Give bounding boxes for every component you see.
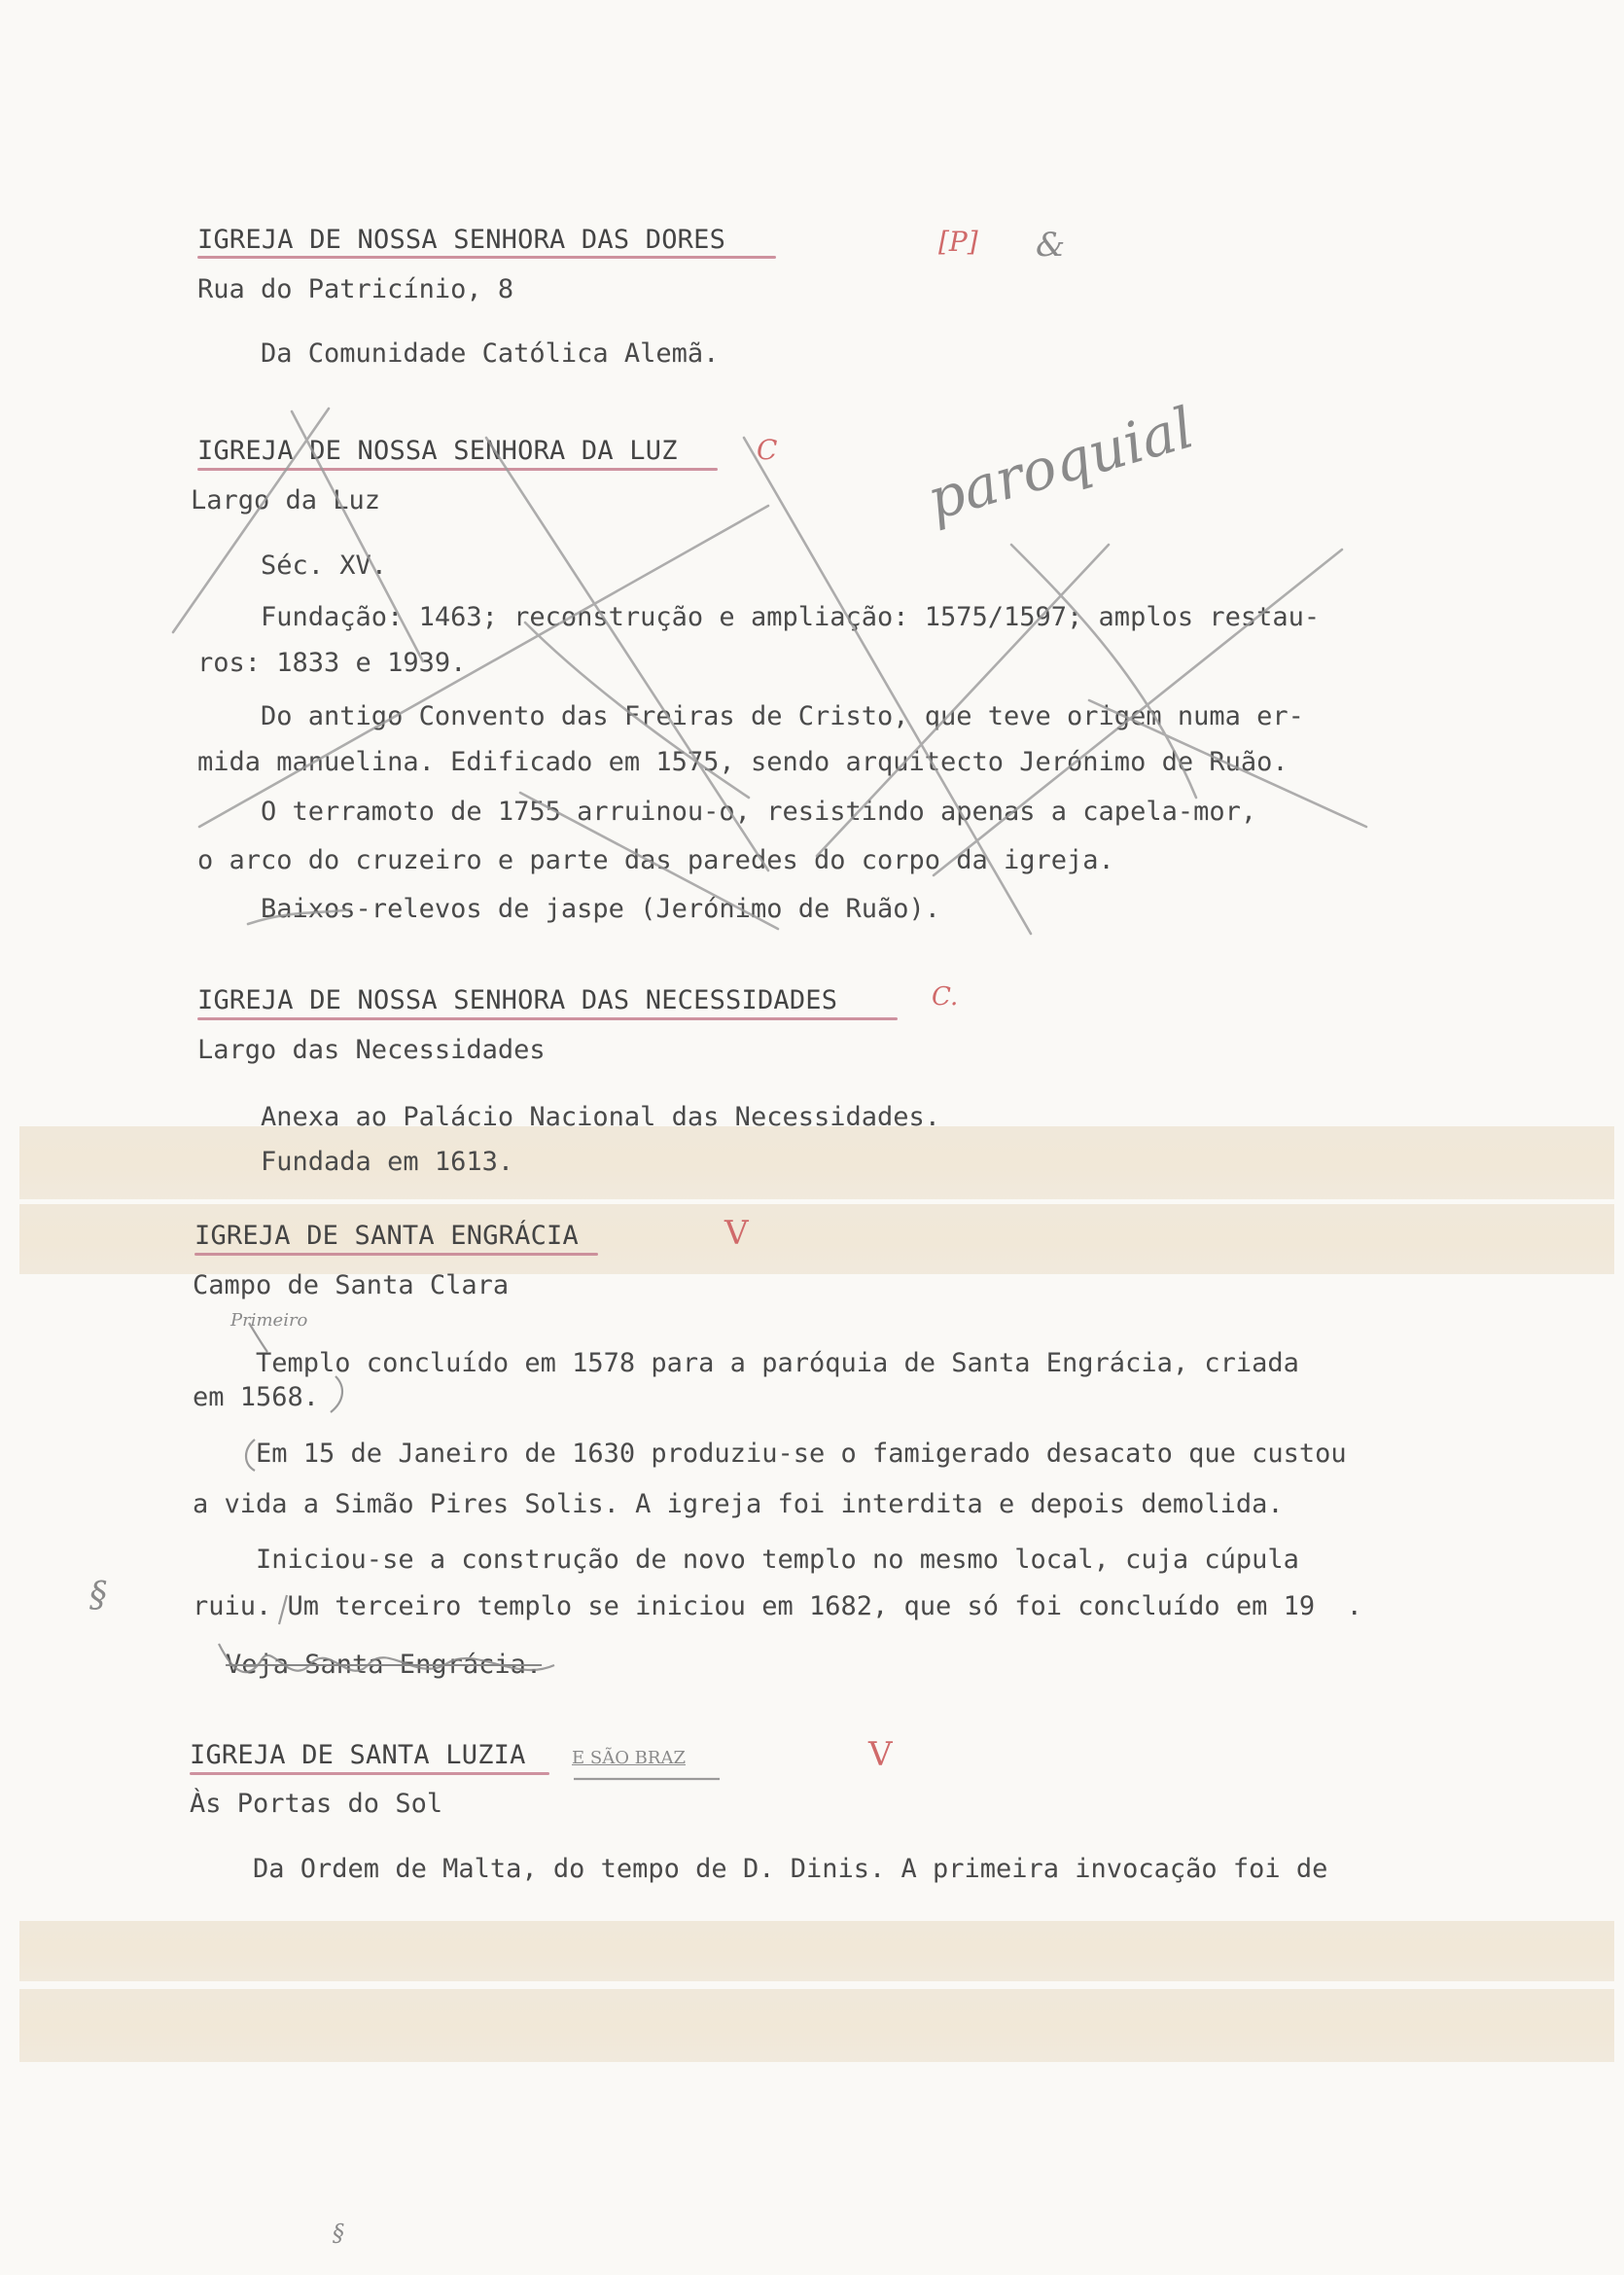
entry-title: IGREJA DE SANTA ENGRÁCIA	[194, 1221, 579, 1251]
entry-paragraph: em 1568.	[193, 1382, 320, 1412]
entry-title: IGREJA DE SANTA LUZIA	[190, 1740, 526, 1770]
entry-paragraph: mida manuelina. Edificado em 1575, sendo arquitecto Jerónimo de Ruão.	[197, 747, 1289, 777]
entry-address: Às Portas do Sol	[190, 1789, 443, 1819]
entry-paragraph: Fundada em 1613.	[197, 1147, 514, 1177]
entry-paragraph: Iniciou-se a construção de novo templo no mesmo local, cuja cúpula	[193, 1545, 1299, 1575]
entry-address: Rua do Patricínio, 8	[197, 274, 514, 304]
margin-mark: §	[89, 1576, 107, 1616]
entry-paragraph: Da Comunidade Católica Alemã.	[197, 338, 720, 369]
margin-mark: V	[724, 1214, 749, 1253]
entry-paragraph: Em 15 de Janeiro de 1630 produziu-se o famigerado desacato que custou	[193, 1439, 1347, 1469]
margin-mark: C.	[932, 982, 959, 1012]
title-underline	[197, 1017, 898, 1020]
title-underline	[194, 1253, 598, 1256]
entry-paragraph: Templo concluído em 1578 para a paróquia de Santa Engrácia, criada	[193, 1348, 1299, 1378]
margin-mark: [P]	[938, 226, 978, 258]
entry-paragraph: o arco do cruzeiro e parte das paredes do corpo da igreja.	[197, 845, 1114, 875]
entry-title: IGREJA DE NOSSA SENHORA DAS DORES	[197, 225, 726, 255]
entry-paragraph: O terramoto de 1755 arruinou-o, resistindo apenas a capela-mor,	[197, 797, 1257, 827]
entry-paragraph: a vida a Simão Pires Solis. A igreja foi interdita e depois demolida.	[193, 1489, 1284, 1519]
entry-paragraph: Do antigo Convento das Freiras de Cristo, que teve origem numa er-	[197, 701, 1304, 731]
margin-mark: &	[1036, 226, 1066, 265]
entry-title: IGREJA DE NOSSA SENHORA DAS NECESSIDADES	[197, 985, 838, 1015]
title-underline	[197, 468, 718, 471]
entry-address: Largo da Luz	[191, 485, 381, 515]
handwritten-annotation: paroquial	[920, 394, 1201, 533]
entry-address: Campo de Santa Clara	[193, 1270, 510, 1300]
entry-paragraph: ruiu. Um terceiro templo se iniciou em 1682, que só foi concluído em 19 .	[193, 1591, 1362, 1621]
tape-strip	[19, 1989, 1614, 2062]
entry-paragraph: Anexa ao Palácio Nacional das Necessidades.	[197, 1102, 941, 1132]
struck-note: Veja Santa Engrácia.	[226, 1650, 543, 1680]
entry-title: IGREJA DE NOSSA SENHORA DA LUZ	[197, 436, 678, 466]
entry-paragraph: Da Ordem de Malta, do tempo de D. Dinis. A primeira invocação foi de	[190, 1854, 1328, 1884]
entry-paragraph: Baixos-relevos de jaspe (Jerónimo de Ruão).	[197, 894, 941, 924]
title-underline	[197, 256, 776, 259]
entry-paragraph: Fundação: 1463; reconstrução e ampliação: 1575/1597; amplos restau-	[197, 602, 1321, 632]
footer-mark: §	[333, 2220, 344, 2247]
margin-mark: C	[757, 434, 778, 466]
tape-strip	[19, 1921, 1614, 1981]
entry-paragraph: Séc. XV.	[197, 551, 388, 581]
handwritten-addition: E SÃO BRAZ	[572, 1748, 686, 1768]
entry-address: Largo das Necessidades	[197, 1035, 546, 1065]
entry-paragraph: ros: 1833 e 1939.	[197, 648, 467, 678]
margin-mark: V	[868, 1735, 893, 1774]
title-underline	[190, 1772, 549, 1775]
handwritten-insert: Primeiro	[230, 1310, 308, 1331]
